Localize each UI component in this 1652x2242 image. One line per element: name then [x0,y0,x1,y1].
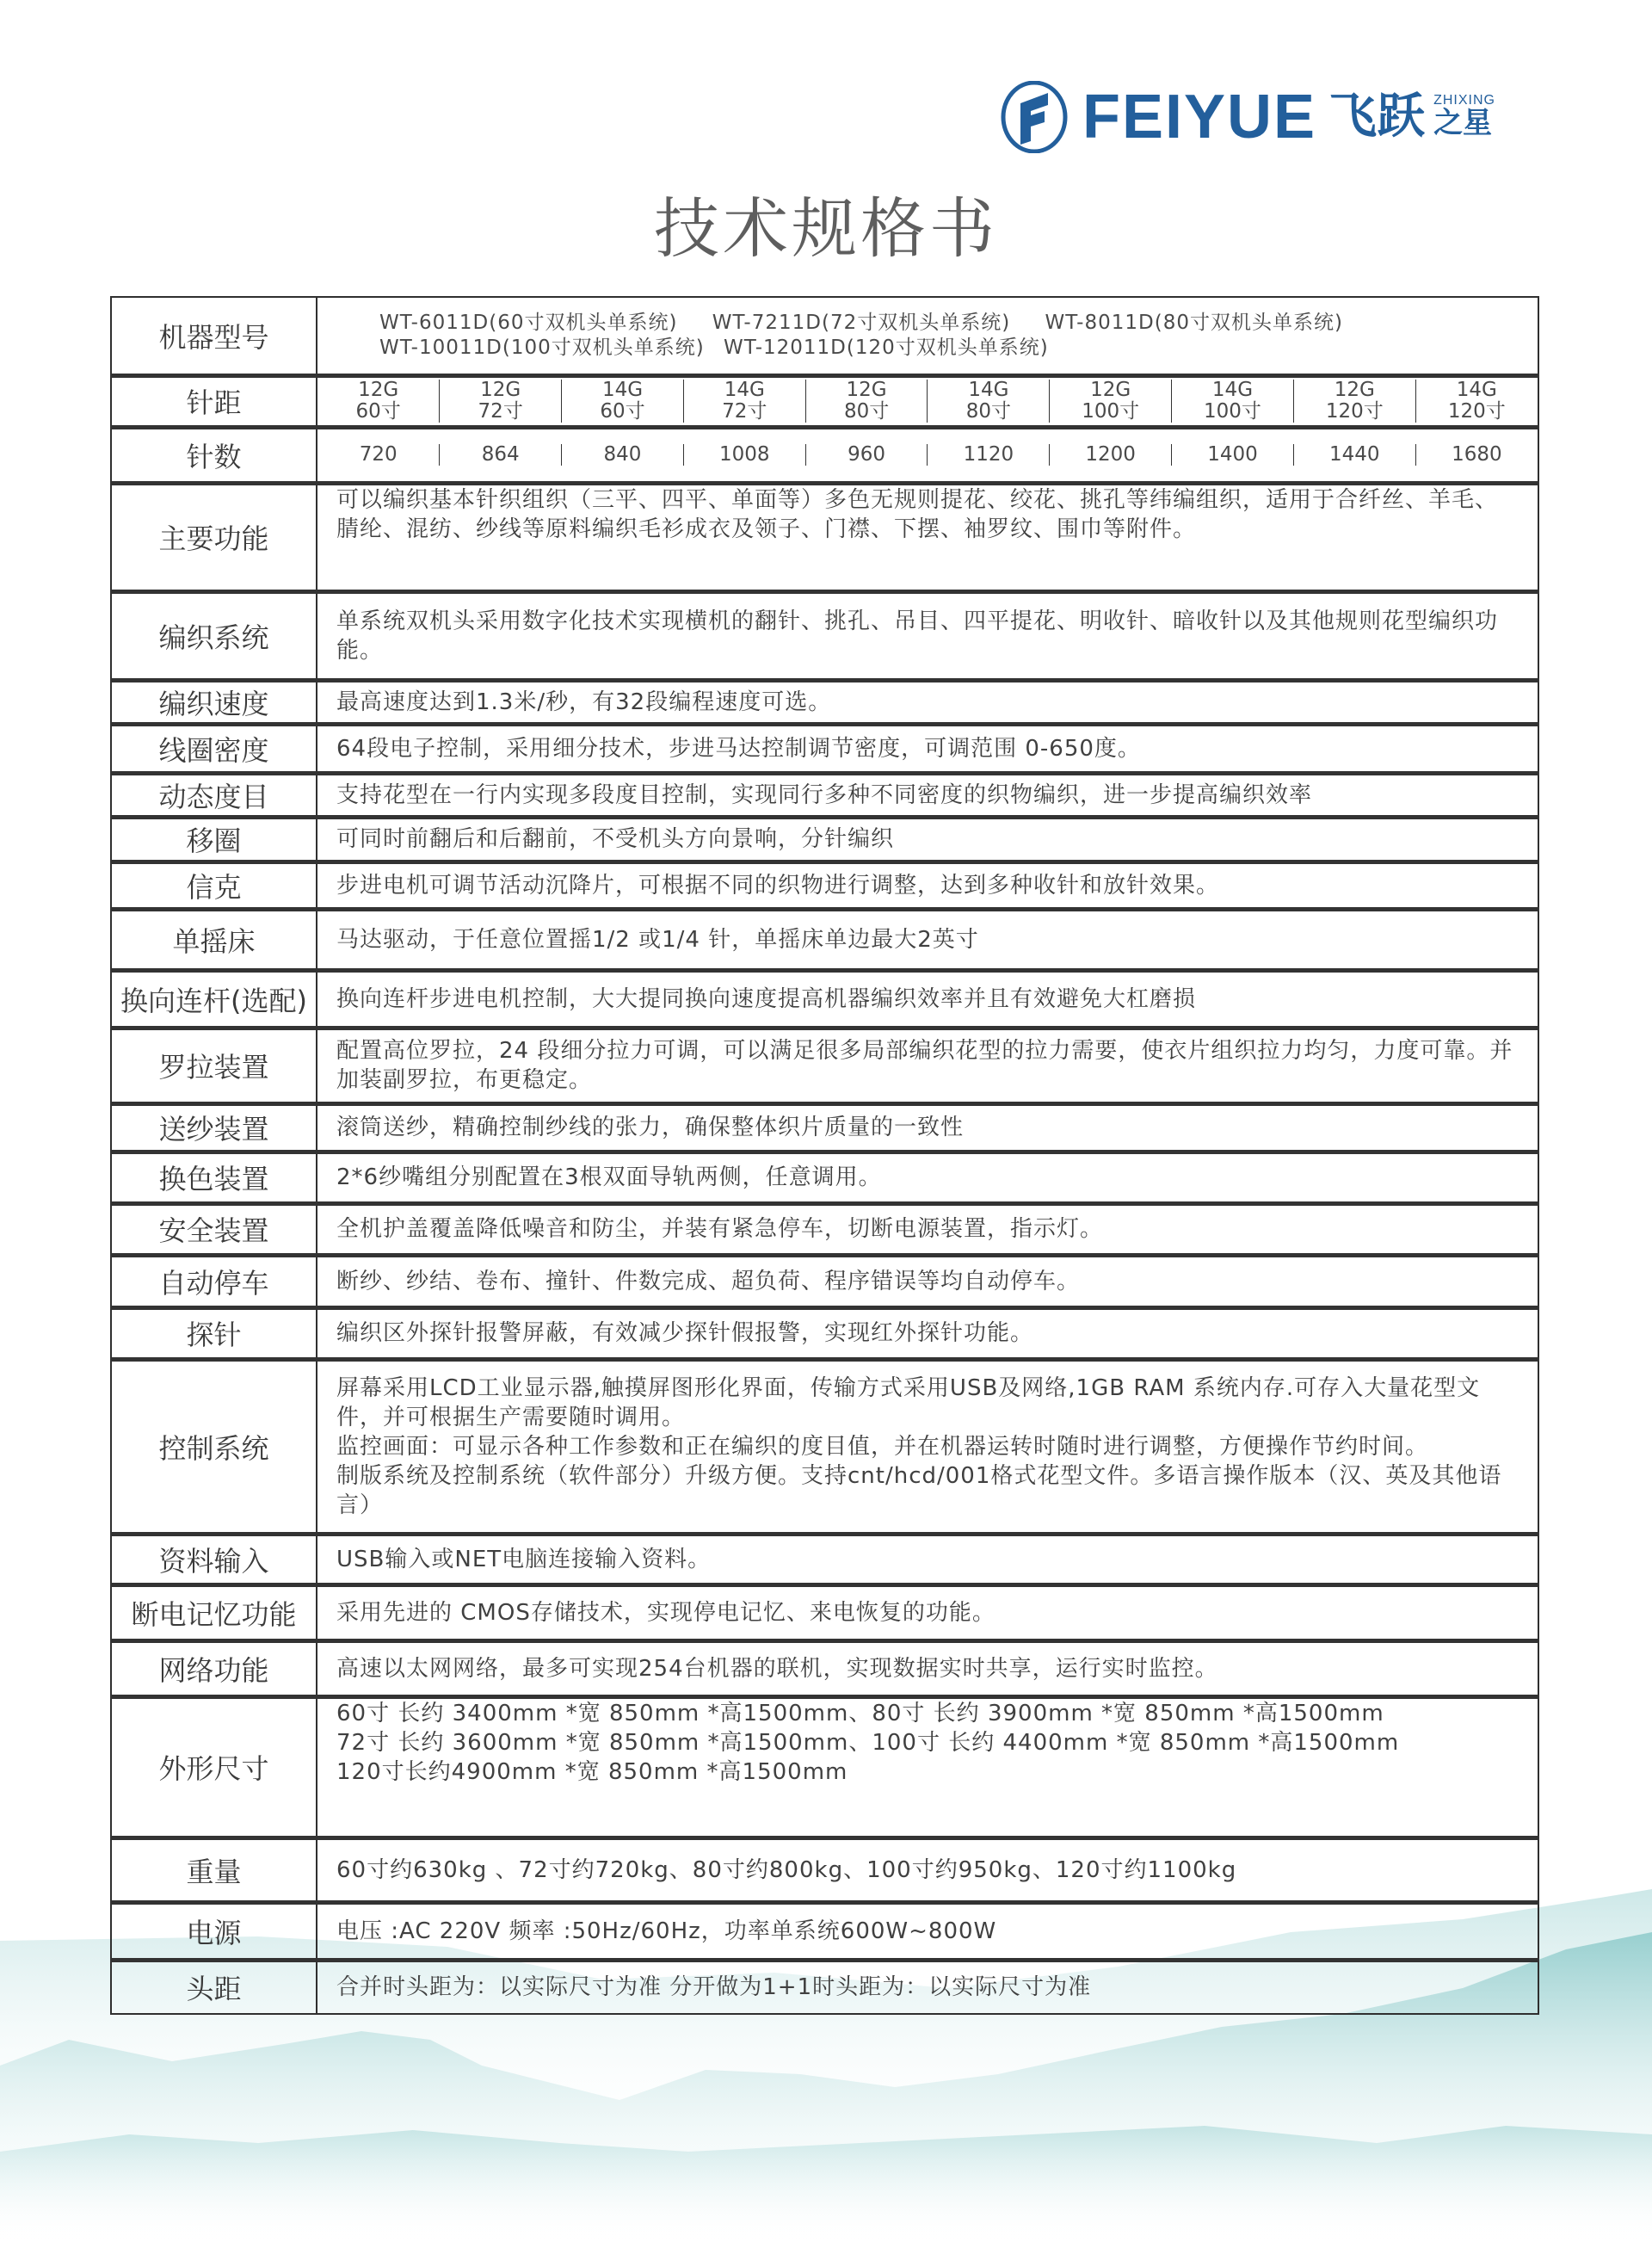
row-label: 信克 [111,862,317,909]
needle-count: 1440 [1293,444,1415,466]
brand-sub-cn: 之星 [1433,106,1493,141]
row-value [317,1359,1538,1534]
needle-count: 1400 [1172,444,1294,466]
model-item: WT-8011D(80寸双机头单系统) [1045,311,1343,334]
row-gauge [111,375,1538,427]
value-line: 120寸长约4900mm *宽 850mm *高1500mm [336,1758,848,1785]
row-label: 探针 [111,1307,317,1359]
row-label: 单摇床 [111,909,317,970]
row-label: 针距 [111,375,317,427]
row-value [317,680,1538,724]
gauge-cell [1172,380,1294,423]
value-line: 60寸 长约 3400mm *宽 850mm *高1500mm、80寸 长约 3900mm *宽 850mm *高1500mm [336,1700,1384,1726]
needle-count: 1008 [683,444,805,466]
gauge-size: 100寸 [1082,400,1140,423]
row-value [317,1902,1538,1960]
row-value [317,1534,1538,1584]
model-list [336,311,1519,361]
gauge-value: 14G [968,379,1009,401]
spec-row [111,483,1538,591]
row-value [317,1255,1538,1307]
value-line: 换向连杆步进电机控制，大大提同换向速度提高机器编织效率并且有效避免大杠磨损 [336,985,1197,1012]
value-line: 马达驱动，于任意位置摇1/2 或1/4 针，单摇床单边最大2英寸 [336,926,979,953]
gauge-value: 12G [1334,379,1375,401]
brand-sub-en: ZHIXING [1433,93,1495,108]
spec-row [111,817,1538,862]
row-label: 动态度目 [111,773,317,817]
gauge-size: 72寸 [722,400,767,423]
gauge-cell [1050,380,1172,423]
value-line: 2*6纱嘴组分别配置在3根双面导轨两侧，任意调用。 [336,1164,882,1190]
needle-count: 720 [359,443,398,466]
row-label: 送纱装置 [111,1103,317,1152]
row-value [317,1584,1538,1640]
gauge-size: 80寸 [843,400,890,423]
gauge-size: 120寸 [1325,400,1384,423]
value-line: 合并时头距为：以实际尺寸为准 分开做为1+1时头距为：以实际尺寸为准 [336,1974,1092,2001]
value-line: USB输入或NET电脑连接输入资料。 [336,1546,712,1572]
row-label: 重量 [111,1837,317,1902]
row-value [317,483,1538,591]
spec-row [111,591,1538,680]
needle-count: 864 [440,444,562,466]
row-value [317,591,1538,680]
value-line: 步进电机可调节活动沉降片，可根据不同的织物进行调整，达到多种收针和放针效果。 [336,872,1220,899]
value-line: 可以编织基本针织组织（三平、四平、单面等）多色无规则提花、绞花、挑孔等纬编组织，适用于合纤丝、羊毛、腈纶、混纺、纱线等原料编织毛衫成衣及领子、门襟、下摆、袖罗纹、围巾等附件。 [336,486,1499,542]
row-needles [111,427,1538,483]
row-value [317,1960,1538,2014]
row-label: 机器型号 [111,297,317,375]
gauge-grid [317,375,1538,427]
spec-row [111,970,1538,1028]
row-label: 线圈密度 [111,724,317,773]
value-line: 电压 :AC 220V 频率 :50Hz/60Hz，功率单系统600W~800W [336,1918,997,1944]
value-line: 配置高位罗拉，24 段细分拉力可调，可以满足很多局部编织花型的拉力需要，使衣片组织拉力均匀，力度可靠。并加装副罗拉，布更稳定。 [336,1038,1513,1093]
row-value [317,1103,1538,1152]
row-value [317,862,1538,909]
row-value [317,297,1538,375]
needle-count: 840 [562,444,684,466]
spec-row [111,773,1538,817]
spec-row [111,1103,1538,1152]
spec-row [111,1152,1538,1203]
row-value [317,1028,1538,1103]
brand-logo [998,77,1495,157]
value-line: 64段电子控制，采用细分技术，步进马达控制调节密度，可调范围 0-650度。 [336,735,1141,762]
spec-row [111,1584,1538,1640]
row-label: 电源 [111,1902,317,1960]
value-line: 断纱、纱结、卷布、撞针、件数完成、超负荷、程序错误等均自动停车。 [336,1268,1081,1294]
spec-row [111,1028,1538,1103]
row-label: 换向连杆(选配) [111,970,317,1028]
model-item: WT-7211D(72寸双机头单系统) [712,311,1011,334]
row-label: 自动停车 [111,1255,317,1307]
value-line: 编织区外探针报警屏蔽，有效减少探针假报警，实现红外探针功能。 [336,1320,1034,1346]
gauge-value: 14G [1211,379,1254,401]
row-label: 编织速度 [111,680,317,724]
row-label: 资料输入 [111,1534,317,1584]
gauge-size: 60寸 [600,400,645,423]
spec-row [111,1255,1538,1307]
spec-row [111,1307,1538,1359]
row-value [317,1837,1538,1902]
model-item: WT-12011D(120寸双机头单系统) [724,336,1049,359]
row-value [317,773,1538,817]
gauge-cell [1415,380,1538,423]
value-line: 最高速度达到1.3米/秒，有32段编程速度可选。 [336,689,832,715]
row-model [111,297,1538,375]
spec-row [111,724,1538,773]
gauge-cell [440,380,562,423]
row-label: 控制系统 [111,1359,317,1534]
row-label: 安全装置 [111,1203,317,1255]
gauge-cell [317,380,440,423]
spec-row [111,1902,1538,1960]
model-item: WT-6011D(60寸双机头单系统) [379,311,678,334]
row-label: 主要功能 [111,483,317,591]
row-label: 断电记忆功能 [111,1584,317,1640]
gauge-cell [928,380,1050,423]
spec-row [111,1203,1538,1255]
row-label: 针数 [111,427,317,483]
spec-row [111,909,1538,970]
value-line: 全机护盖覆盖降低噪音和防尘，并装有紧急停车，切断电源装置，指示灯。 [336,1216,1104,1242]
gauge-size: 60寸 [355,400,401,423]
row-value [317,970,1538,1028]
gauge-cell [805,380,928,423]
value-line: 支持花型在一行内实现多段度目控制，实现同行多种不同密度的织物编织，进一步提高编织效率 [336,781,1313,808]
spec-row [111,862,1538,909]
row-value [317,1307,1538,1359]
spec-table [110,296,1539,2015]
row-label: 移圈 [111,817,317,862]
gauge-cell [683,380,805,423]
gauge-value: 12G [480,379,521,401]
gauge-size: 100寸 [1204,400,1261,423]
value-line: 可同时前翻后和后翻前，不受机头方向景响，分针编织 [336,826,895,852]
spec-row [111,1534,1538,1584]
needle-count: 1200 [1050,444,1172,466]
model-line [379,336,1519,361]
value-line: 监控画面：可显示各种工作参数和正在编织的度目值，并在机器运转时随时进行调整，方便操作节约时间。 [336,1433,1429,1460]
needle-grid [317,427,1538,483]
gauge-size: 80寸 [965,400,1012,423]
value-line: 采用先进的 CMOS存储技术，实现停电记忆、来电恢复的功能。 [336,1599,996,1626]
gauge-value: 12G [846,379,887,401]
row-value [317,724,1538,773]
needle-count: 960 [805,444,928,466]
brand-name-en: FEIYUE [1082,83,1317,151]
gauge-size: 120寸 [1447,400,1506,423]
feiyue-logo-icon [998,81,1070,153]
row-label: 头距 [111,1960,317,2014]
row-value [317,1640,1538,1696]
row-value [317,817,1538,862]
spec-row [111,1960,1538,2014]
gauge-value: 14G [1456,379,1497,401]
row-label: 罗拉装置 [111,1028,317,1103]
spec-row [111,1837,1538,1902]
gauge-value: 14G [601,379,644,401]
row-label: 编织系统 [111,591,317,680]
row-value [317,909,1538,970]
row-label: 外形尺寸 [111,1696,317,1837]
value-line: 高速以太网网络，最多可实现254台机器的联机，实现数据实时共享，运行实时监控。 [336,1655,1218,1682]
model-item: WT-10011D(100寸双机头单系统) [379,336,705,359]
value-line: 单系统双机头采用数字化技术实现横机的翻针、挑孔、吊目、四平提花、明收针、暗收针以及其他规则花型编织功能。 [336,608,1499,664]
spec-row [111,1359,1538,1534]
value-line: 72寸 长约 3600mm *宽 850mm *高1500mm、100寸 长约 4400mm *宽 850mm *高1500mm [336,1729,1400,1756]
brand-name-cn: 飞跃 [1328,89,1426,145]
value-line: 滚筒送纱，精确控制纱线的张力，确保整体织片质量的一致性 [336,1115,965,1140]
spec-row [111,1696,1538,1837]
needle-count: 1120 [928,444,1050,466]
spec-row [111,680,1538,724]
row-label: 换色装置 [111,1152,317,1203]
value-line: 制版系统及控制系统（软件部分）升级方便。支持cnt/hcd/001格式花型文件。多语言操作版本（汉、英及其他语言） [336,1462,1502,1518]
gauge-value: 12G [358,379,399,401]
row-value [317,1203,1538,1255]
page-title: 技术规格书 [654,190,998,267]
gauge-size: 72寸 [478,400,523,423]
row-label: 网络功能 [111,1640,317,1696]
value-line: 60寸约630kg 、72寸约720kg、80寸约800kg、100寸约950kg、120寸约1100kg [336,1856,1237,1883]
row-value [317,1696,1538,1837]
gauge-value: 12G [1090,379,1131,401]
value-line: 屏幕采用LCD工业显示器,触摸屏图形化界面，传输方式采用USB及网络,1GB RAM 系统内存.可存入大量花型文件，并可根据生产需要随时调用。 [336,1374,1481,1430]
spec-row [111,1640,1538,1696]
gauge-value: 14G [724,379,765,401]
gauge-cell [562,380,684,423]
gauge-cell [1293,380,1415,423]
row-value [317,1152,1538,1203]
model-line [379,311,1519,336]
brand-sub [1433,94,1495,139]
needle-count: 1680 [1415,444,1538,466]
